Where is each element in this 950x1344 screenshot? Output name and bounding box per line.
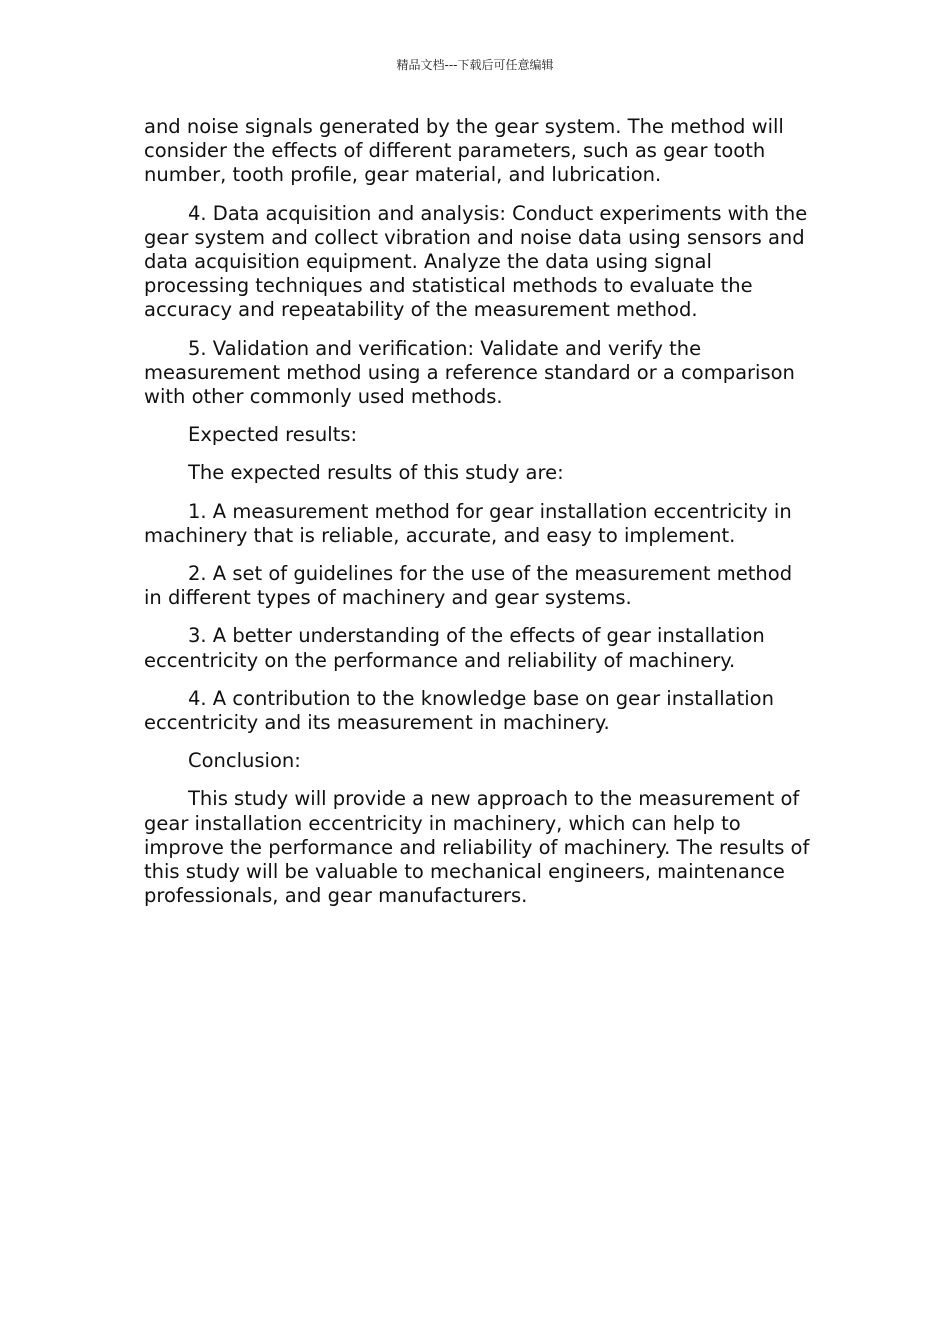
paragraph-data-acquisition: 4. Data acquisition and analysis: Conduct experiments with the gear system and collect vibration and noise data using sensors and data acquisition equipment. Analyze the data using signal processing techniques and statistical methods to evaluate the accuracy and repeatability of the measurement method. [144, 201, 808, 322]
paragraph-result-3: 3. A better understanding of the effects of gear installation eccentricity on the performance and reliability of machinery. [144, 624, 765, 672]
heading-conclusion: Conclusion: [188, 749, 301, 773]
paragraph-method-continuation: and noise signals generated by the gear system. The method will consider the effects of different parameters, such as gear tooth number, tooth profile, gear material, and lubrication. [144, 115, 784, 187]
paragraph-result-1: 1. A measurement method for gear installation eccentricity in machinery that is reliable, accurate, and easy to implement. [144, 499, 792, 547]
paragraph-result-2: 2. A set of guidelines for the use of the measurement method in different types of machinery and gear systems. [144, 562, 793, 610]
paragraph-validation: 5. Validation and verification: Validate and verify the measurement method using a reference standard or a comparison with other commonly used methods. [144, 336, 795, 409]
heading-expected-results: Expected results: [188, 423, 358, 447]
paragraph-expected-intro: The expected results of this study are: [188, 461, 564, 485]
document-body [144, 115, 810, 922]
paragraph-conclusion: This study will provide a new approach to the measurement of gear installation eccentricity in machinery, which can help to improve the performance and reliability of machinery. The results of this study will be valuable to mechanical engineers, maintenance professionals, and gear manufacturers. [144, 787, 810, 908]
page-header: 精品文档---下载后可任意编辑 [396, 58, 554, 72]
paragraph-result-4: 4. A contribution to the knowledge base on gear installation eccentricity and its measurement in machinery. [144, 686, 774, 735]
